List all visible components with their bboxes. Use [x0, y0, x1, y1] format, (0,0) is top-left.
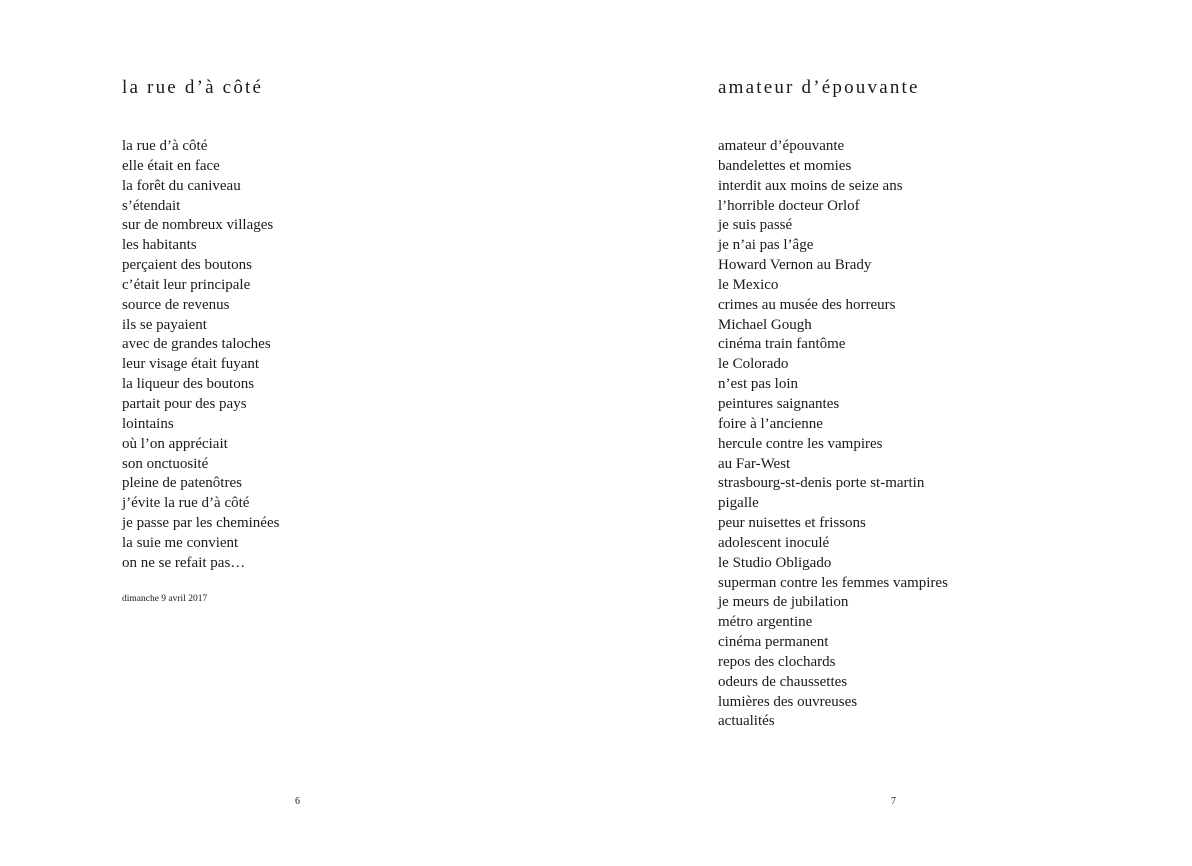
poem-line: actualités	[718, 713, 775, 730]
poem-line: son onctuosité	[122, 455, 209, 472]
poem-line: strasbourg-st-denis porte st-martin	[718, 475, 925, 492]
poem-line: repos des clochards	[718, 653, 836, 670]
poem-line: leur visage était fuyant	[122, 356, 260, 373]
poem-line: foire à l’ancienne	[718, 415, 823, 432]
poem-line: où l’on appréciait	[122, 435, 228, 452]
poem-line: adolescent inoculé	[718, 534, 830, 551]
poem-title: amateur d’épouvante	[718, 77, 920, 98]
poem-line: l’horrible docteur Orlof	[718, 197, 860, 214]
poem-line: odeurs de chaussettes	[718, 673, 848, 690]
poem-line: peur nuisettes et frissons	[718, 515, 866, 532]
poem-line: sur de nombreux villages	[122, 217, 274, 234]
poem-date: dimanche 9 avril 2017	[122, 594, 208, 604]
poem-line: pigalle	[718, 495, 759, 512]
poem-line: ils se payaient	[122, 316, 207, 333]
poem-line: la rue d’à côté	[122, 138, 208, 154]
poem-line: amateur d’épouvante	[718, 138, 845, 154]
poem-line: le Mexico	[718, 276, 779, 293]
poem-line: peintures saignantes	[718, 395, 840, 412]
poem-line: le Studio Obligado	[718, 554, 832, 571]
poem-line: je meurs de jubilation	[718, 594, 849, 611]
poem-line: elle était en face	[122, 157, 220, 174]
page-number: 6	[295, 796, 300, 807]
poem-line: le Colorado	[718, 356, 789, 373]
poem-line: perçaient des boutons	[122, 257, 252, 274]
poem-line: s’étendait	[122, 197, 181, 214]
poem-line: hercule contre les vampires	[718, 435, 883, 452]
poem-line: n’est pas loin	[718, 376, 798, 393]
poem-line: interdit aux moins de seize ans	[718, 177, 903, 194]
poem-line: Howard Vernon au Brady	[718, 257, 872, 274]
poem-line: lumières des ouvreuses	[718, 693, 858, 710]
poem-line: crimes au musée des horreurs	[718, 296, 896, 313]
poem-line: cinéma train fantôme	[718, 336, 846, 353]
poem-line: les habitants	[122, 237, 197, 254]
poem-line: la liqueur des boutons	[122, 376, 255, 393]
poem-line: Michael Gough	[718, 316, 812, 333]
poem-line: métro argentine	[718, 614, 813, 631]
poem-line: superman contre les femmes vampires	[718, 574, 948, 591]
poem-line: partait pour des pays	[122, 395, 247, 412]
poem-line: cinéma permanent	[718, 634, 829, 651]
poem-line: la forêt du caniveau	[122, 177, 241, 194]
poem-line: lointains	[122, 415, 174, 432]
poem-line: j’évite la rue d’à côté	[122, 495, 250, 512]
poem-line: pleine de patenôtres	[122, 475, 242, 492]
poem-line: c’était leur principale	[122, 276, 251, 293]
right-page	[596, 0, 1192, 866]
poem-line: source de revenus	[122, 296, 230, 313]
poem-line: je n’ai pas l’âge	[718, 237, 814, 254]
poem-line: la suie me convient	[122, 534, 239, 551]
poem-line: on ne se refait pas…	[122, 554, 246, 571]
poem-line: au Far-West	[718, 455, 791, 472]
page-number: 7	[891, 796, 896, 807]
poem-line: avec de grandes taloches	[122, 336, 271, 353]
poem-title: la rue d’à côté	[122, 77, 264, 98]
poem-body	[718, 137, 948, 732]
poem-line: bandelettes et momies	[718, 157, 852, 174]
poem-line: je suis passé	[718, 217, 793, 234]
poem-body	[122, 137, 279, 574]
poem-line: je passe par les cheminées	[122, 515, 280, 532]
